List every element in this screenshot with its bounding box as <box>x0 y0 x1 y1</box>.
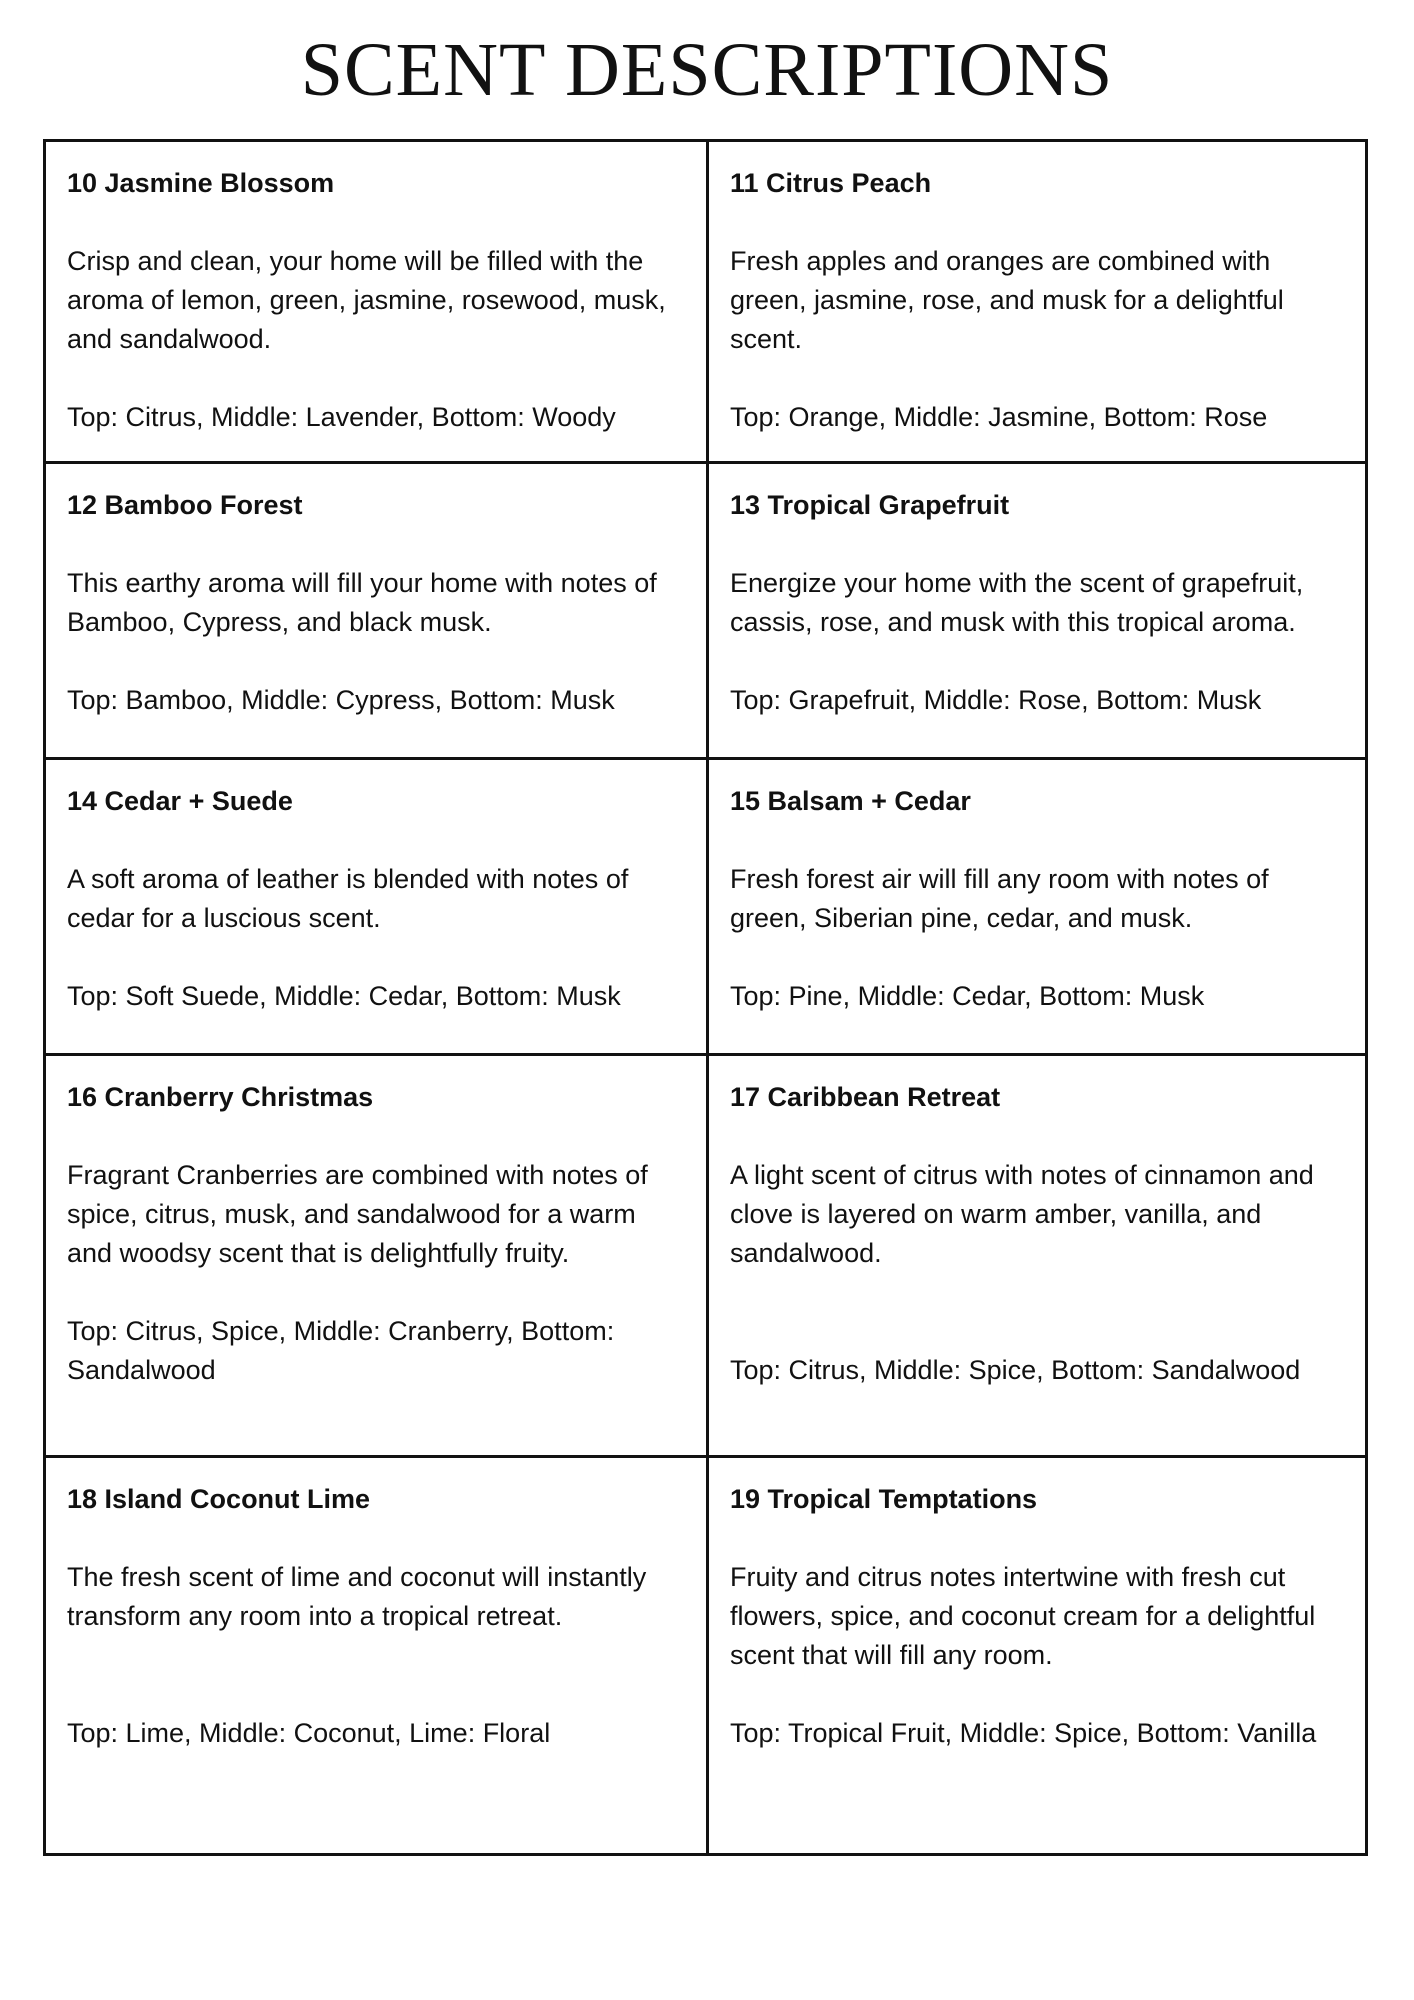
scent-name: 12 Bamboo Forest <box>67 490 303 520</box>
scent-notes: Top: Orange, Middle: Jasmine, Bottom: Rose <box>730 402 1268 432</box>
scent-description: Crisp and clean, your home will be filled with the aroma of lemon, green, jasmine, rosewood, musk, and sandalwood. <box>67 246 666 354</box>
scent-name: 11 Citrus Peach <box>730 168 932 198</box>
scent-name: 16 Cranberry Christmas <box>67 1082 374 1112</box>
scent-notes: Top: Citrus, Middle: Spice, Bottom: Sandalwood <box>730 1355 1301 1385</box>
scent-name: 17 Caribbean Retreat <box>730 1082 1001 1112</box>
scent-notes: Top: Grapefruit, Middle: Rose, Bottom: Musk <box>730 685 1262 715</box>
scent-notes: Top: Pine, Middle: Cedar, Bottom: Musk <box>730 981 1205 1011</box>
scent-card-14 <box>46 760 709 1056</box>
scent-notes: Top: Bamboo, Middle: Cypress, Bottom: Musk <box>67 685 615 715</box>
scent-notes: Top: Lime, Middle: Coconut, Lime: Floral <box>67 1718 551 1748</box>
scent-name: 15 Balsam + Cedar <box>730 786 971 816</box>
scent-description: This earthy aroma will fill your home with notes of Bamboo, Cypress, and black musk. <box>67 568 657 637</box>
scent-name: 18 Island Coconut Lime <box>67 1484 371 1514</box>
scent-description: Fresh forest air will fill any room with notes of green, Siberian pine, cedar, and musk. <box>730 864 1269 933</box>
scent-description: A soft aroma of leather is blended with notes of cedar for a luscious scent. <box>67 864 629 933</box>
page-title: SCENT DESCRIPTIONS <box>300 28 1114 112</box>
scent-description: A light scent of citrus with notes of cinnamon and clove is layered on warm amber, vanilla, and sandalwood. <box>730 1160 1314 1268</box>
scent-name: 13 Tropical Grapefruit <box>730 490 1010 520</box>
scent-card-12 <box>46 464 709 760</box>
scent-name: 19 Tropical Temptations <box>730 1484 1038 1514</box>
scent-card-13 <box>709 464 1365 760</box>
scent-description: The fresh scent of lime and coconut will instantly transform any room into a tropical retreat. <box>67 1562 647 1631</box>
scent-card-11 <box>709 142 1365 464</box>
scent-notes: Top: Tropical Fruit, Middle: Spice, Bottom: Vanilla <box>730 1718 1317 1748</box>
scent-name: 10 Jasmine Blossom <box>67 168 335 198</box>
scent-card-16 <box>46 1056 709 1458</box>
scent-name: 14 Cedar + Suede <box>67 786 293 816</box>
scent-description: Fruity and citrus notes intertwine with fresh cut flowers, spice, and coconut cream for a delightful scent that will fill any room. <box>730 1562 1316 1670</box>
scent-description: Energize your home with the scent of grapefruit, cassis, rose, and musk with this tropical aroma. <box>730 568 1304 637</box>
scent-notes: Top: Soft Suede, Middle: Cedar, Bottom: Musk <box>67 981 621 1011</box>
scent-description: Fragrant Cranberries are combined with notes of spice, citrus, musk, and sandalwood for a warm and woodsy scent that is delightfully fruity. <box>67 1160 648 1268</box>
scent-table <box>43 139 1368 1856</box>
scent-card-18 <box>46 1458 709 1853</box>
scent-card-19 <box>709 1458 1365 1853</box>
scent-card-10 <box>46 142 709 464</box>
scent-card-17 <box>709 1056 1365 1458</box>
scent-notes: Top: Citrus, Middle: Lavender, Bottom: Woody <box>67 402 616 432</box>
scent-notes: Top: Citrus, Spice, Middle: Cranberry, Bottom: Sandalwood <box>67 1316 615 1385</box>
scent-description: Fresh apples and oranges are combined with green, jasmine, rose, and musk for a delightful scent. <box>730 246 1284 354</box>
scent-card-15 <box>709 760 1365 1056</box>
